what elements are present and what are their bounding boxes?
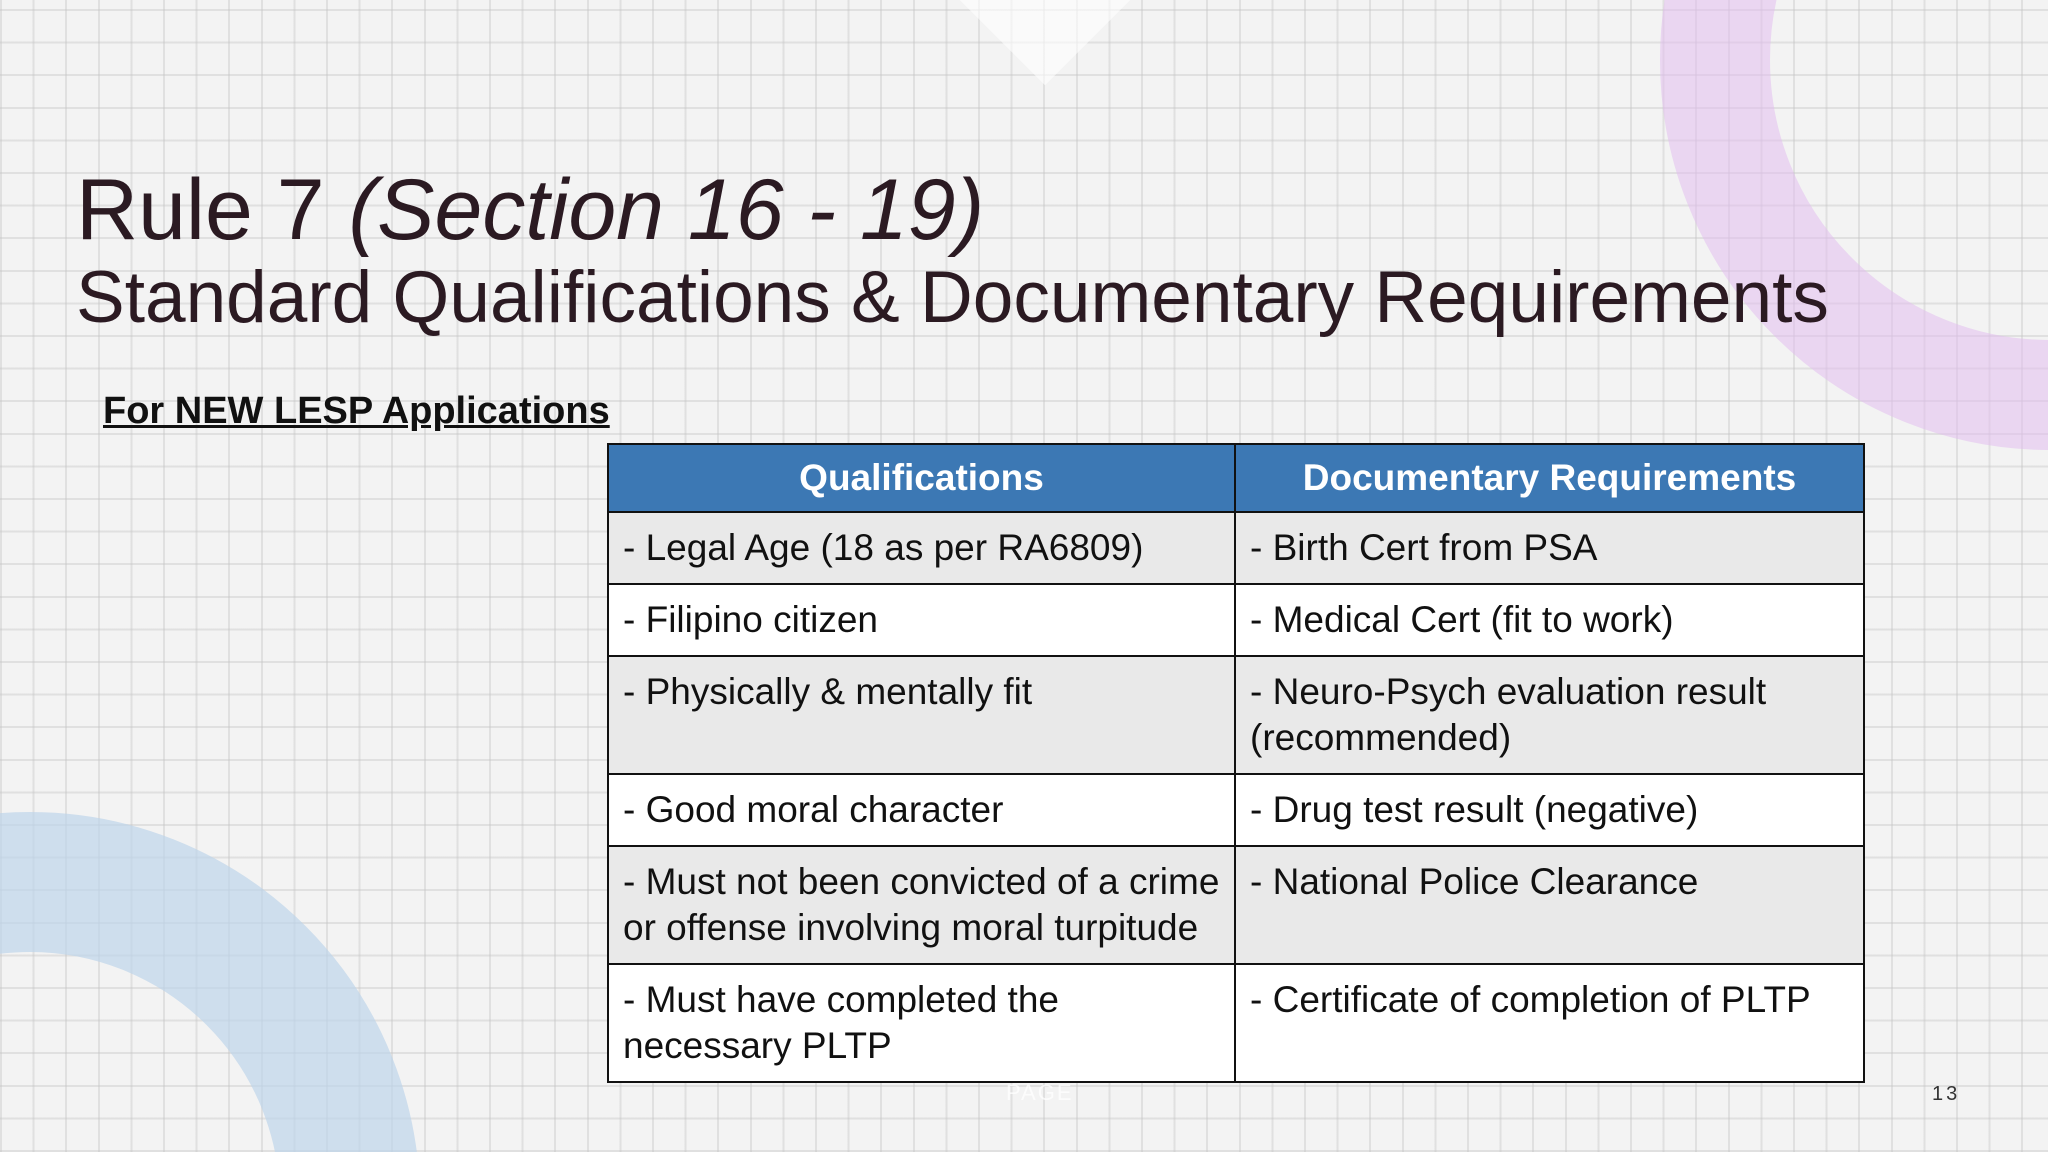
table-row [608,964,1864,1082]
title-section-range: (Section 16 - 19) [348,162,985,258]
table-row [608,584,1864,656]
slide-subtitle: Standard Qualifications & Documentary Requirements [76,257,1829,338]
page-number: 13 [1932,1083,1961,1105]
qualification-cell: - Must have completed the necessary PLTP [608,964,1235,1082]
requirement-cell: - Drug test result (negative) [1235,774,1864,846]
section-label: For NEW LESP Applications [103,390,610,432]
table-row [608,512,1864,584]
requirement-cell: - Certificate of completion of PLTP [1235,964,1864,1082]
requirement-cell: - National Police Clearance [1235,846,1864,964]
requirement-cell: - Birth Cert from PSA [1235,512,1864,584]
requirement-cell: - Neuro-Psych evaluation result (recommended) [1235,656,1864,774]
qualification-cell: - Physically & mentally fit [608,656,1235,774]
table-row [608,774,1864,846]
table-header-row [608,444,1864,512]
qualification-cell: - Good moral character [608,774,1235,846]
qualification-cell: - Must not been convicted of a crime or offense involving moral turpitude [608,846,1235,964]
slide-title [76,162,984,258]
qualification-cell: - Filipino citizen [608,584,1235,656]
requirements-table [607,443,1865,1083]
decorative-purple-ring [1660,0,2048,450]
header-qualifications: Qualifications [608,444,1235,512]
table-row [608,656,1864,774]
decorative-faint-shape [925,0,1165,85]
decorative-blue-ring [0,812,420,1152]
table-row [608,846,1864,964]
header-documentary-requirements: Documentary Requirements [1235,444,1864,512]
title-rule: Rule 7 [76,162,349,258]
qualification-cell: - Legal Age (18 as per RA6809) [608,512,1235,584]
requirement-cell: - Medical Cert (fit to work) [1235,584,1864,656]
footer-page-label: PAGE [1006,1080,1074,1105]
